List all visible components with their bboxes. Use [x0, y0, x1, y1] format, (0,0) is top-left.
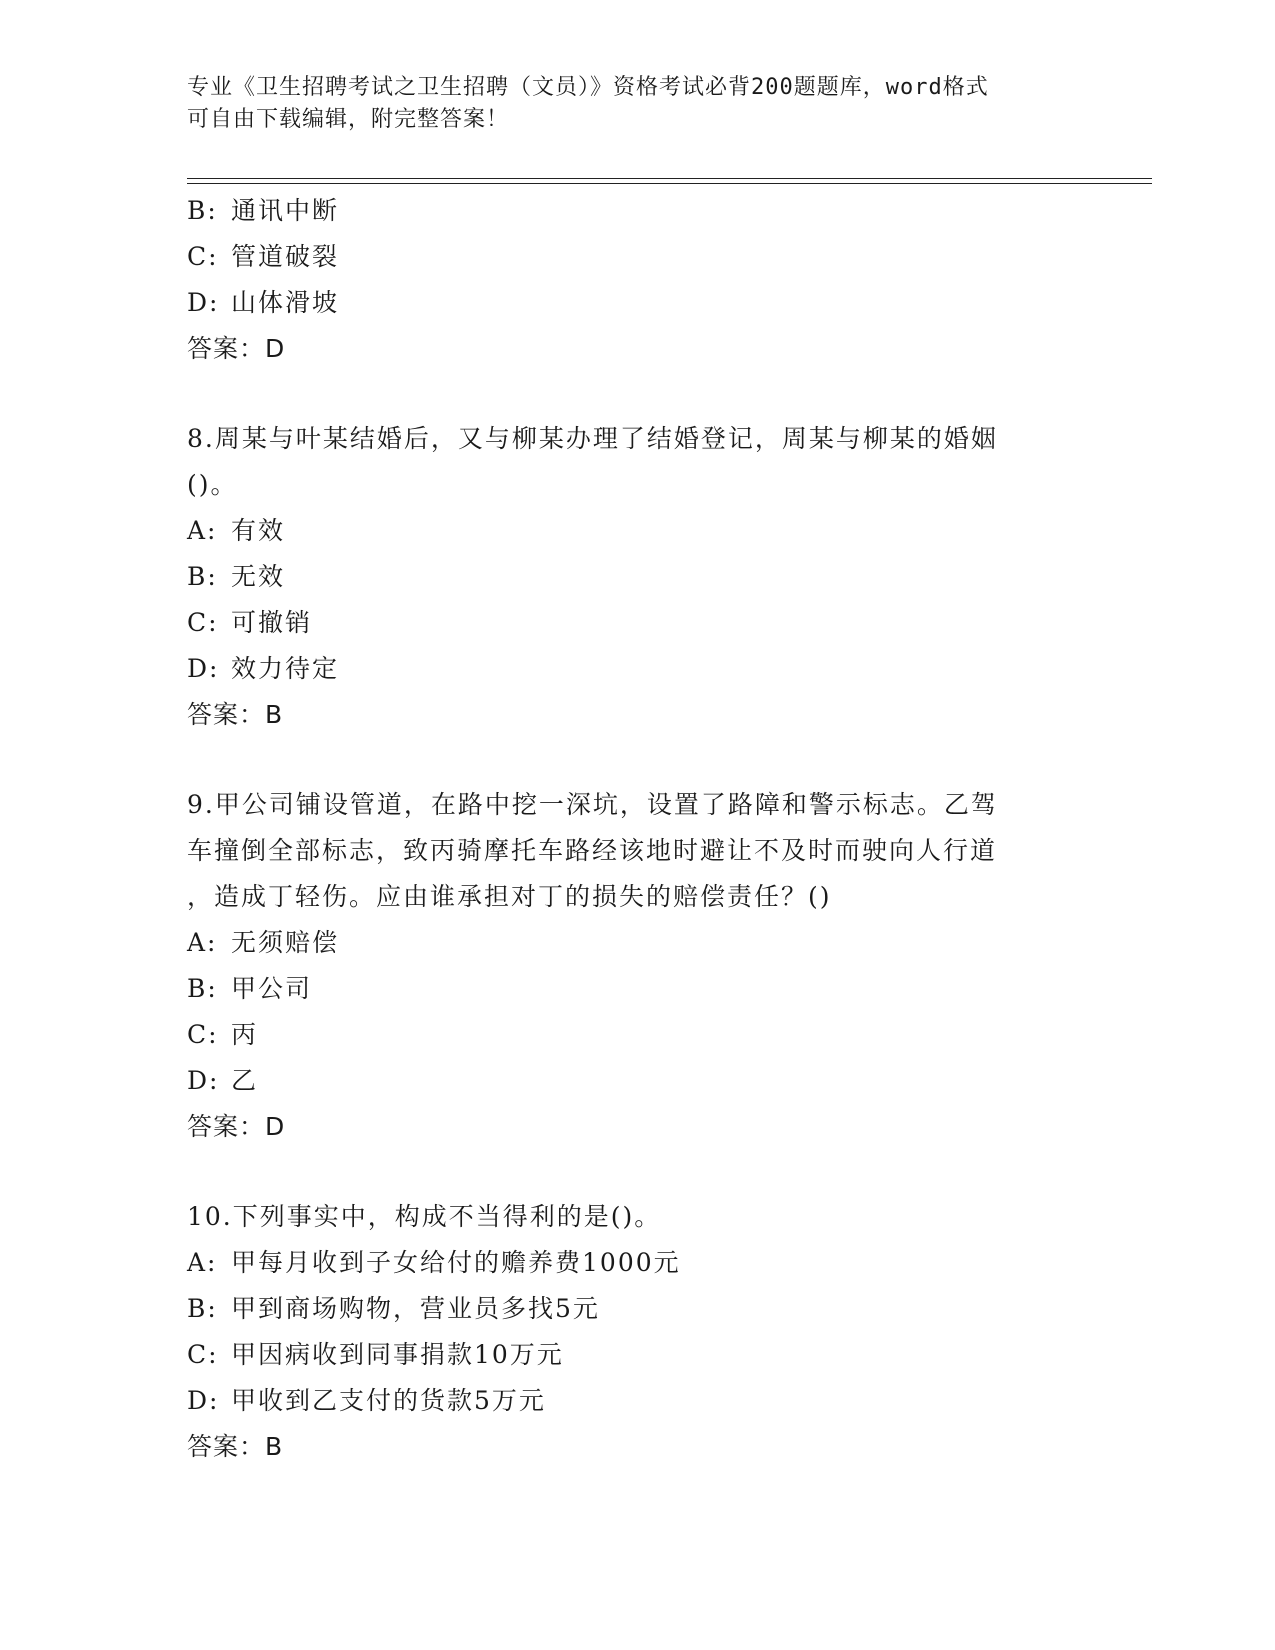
question-stem-line: 车撞倒全部标志，致丙骑摩托车路经该地时避让不及时而驶向人行道	[187, 836, 998, 865]
header-line-1: 专业《卫生招聘考试之卫生招聘（文员）》资格考试必背200题题库，word格式	[187, 75, 989, 100]
question-10	[187, 1194, 1067, 1470]
header-line-2: 可自由下载编辑，附完整答案！	[187, 107, 510, 132]
option-d: D: 效力待定	[187, 654, 340, 683]
answer-line: 答案：D	[187, 1112, 286, 1141]
question-stem-line: 10.下列事实中，构成不当得利的是()。	[187, 1202, 662, 1231]
option-c: C: 可撤销	[187, 608, 313, 637]
option-a: A: 甲每月收到子女给付的赡养费1000元	[187, 1248, 681, 1277]
option-c: C: 丙	[187, 1020, 259, 1049]
option-d: D: 山体滑坡	[187, 288, 340, 317]
question-stem-line: 9.甲公司铺设管道，在路中挖一深坑，设置了路障和警示标志。乙驾	[187, 790, 998, 819]
option-b: B: 通讯中断	[187, 196, 340, 225]
option-a: A: 有效	[187, 516, 286, 545]
answer-line: 答案：D	[187, 334, 286, 363]
question-8	[187, 416, 1067, 738]
question-7-continuation	[187, 188, 1067, 372]
question-stem-line: ，造成丁轻伤。应由谁承担对丁的损失的赔偿责任？()	[187, 882, 832, 911]
question-stem-line: 8.周某与叶某结婚后，又与柳某办理了结婚登记，周某与柳某的婚姻	[187, 424, 998, 453]
option-a: A: 无须赔偿	[187, 928, 340, 957]
question-stem-line: ()。	[187, 470, 238, 499]
answer-line: 答案：B	[187, 1432, 284, 1461]
option-c: C: 管道破裂	[187, 242, 340, 271]
answer-line: 答案：B	[187, 700, 284, 729]
question-9	[187, 782, 1067, 1150]
header-divider-bottom	[187, 183, 1152, 184]
option-d: D: 乙	[187, 1066, 259, 1095]
option-c: C: 甲因病收到同事捐款10万元	[187, 1340, 564, 1369]
option-d: D: 甲收到乙支付的货款5万元	[187, 1386, 546, 1415]
option-b: B: 无效	[187, 562, 286, 591]
question-content	[187, 188, 1067, 1470]
document-header	[187, 72, 1067, 136]
header-divider-top	[187, 178, 1152, 179]
option-b: B: 甲公司	[187, 974, 313, 1003]
option-b: B: 甲到商场购物，营业员多找5元	[187, 1294, 600, 1323]
